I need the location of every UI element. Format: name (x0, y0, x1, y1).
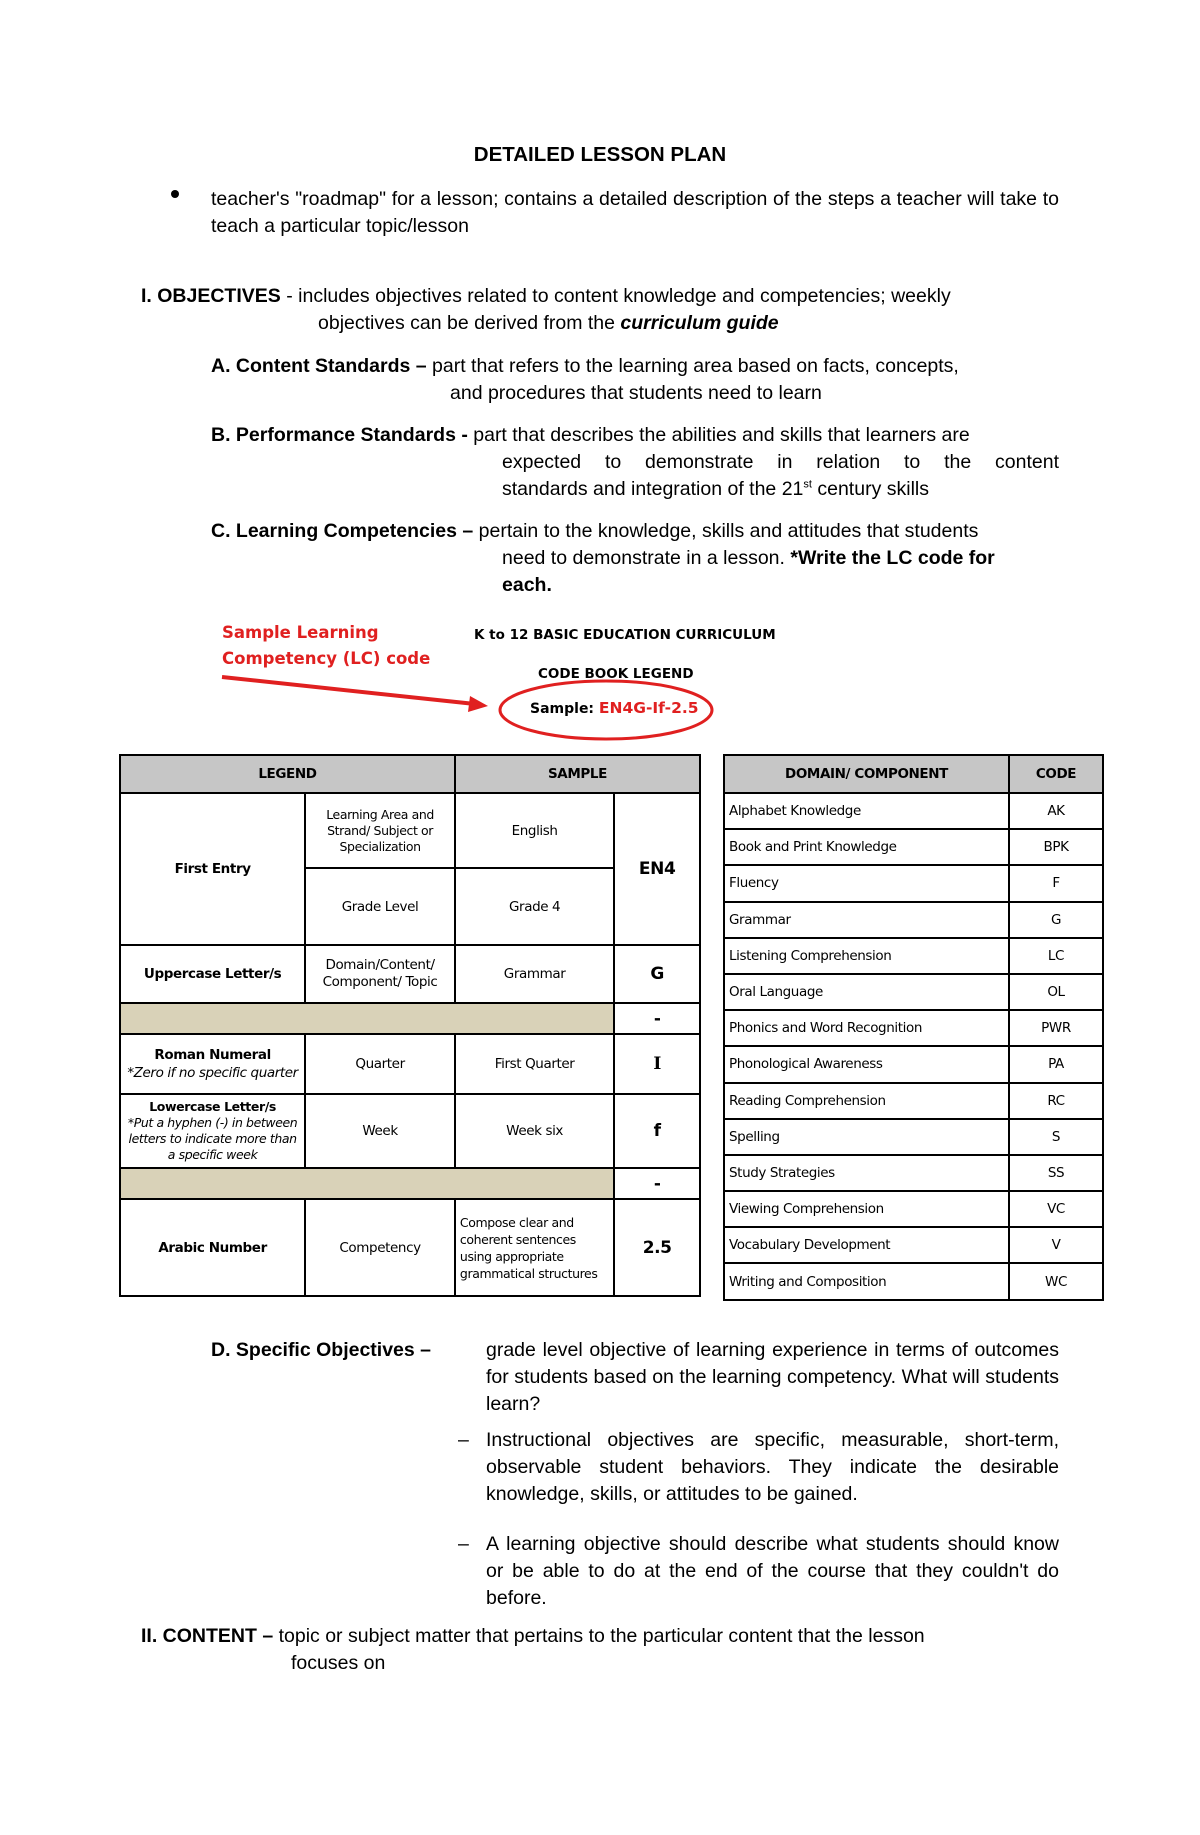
intro-bullet-text: teacher's "roadmap" for a lesson; contains a detailed description of the steps a teacher will take to teach a particular topic/lesson (211, 188, 1059, 237)
sample-code: EN4G-If-2.5 (598, 699, 699, 717)
first-entry-label: First Entry (120, 793, 305, 945)
specific-objectives-text: grade level objective of learning experience in terms of outcomes for students based on the learning competency. What will students learn? (486, 1339, 1059, 1415)
objectives-heading: I. OBJECTIVES (141, 285, 281, 307)
domain-code: PA (1009, 1046, 1103, 1082)
lc-code-instruction-end: each. (502, 574, 552, 596)
week-six-value: Week six (455, 1094, 614, 1168)
superscript-st: st (803, 478, 812, 491)
dash-code-2: - (614, 1168, 700, 1199)
legend-table (119, 754, 701, 1297)
curriculum-title: K to 12 BASIC EDUCATION CURRICULUM (474, 627, 776, 643)
grade-level-label: Grade Level (305, 868, 455, 945)
lowercase-cell (120, 1094, 305, 1168)
domain-code: RC (1009, 1083, 1103, 1119)
domain-name: Reading Comprehension (724, 1083, 1009, 1119)
roman-numeral-note: *Zero if no specific quarter (127, 1065, 298, 1081)
learning-competencies-text-2: need to demonstrate in a lesson. (502, 547, 791, 569)
domain-code: VC (1009, 1191, 1103, 1227)
domain-code: V (1009, 1227, 1103, 1263)
domain-row (724, 793, 1103, 829)
sample-header: SAMPLE (455, 755, 700, 793)
domain-code: PWR (1009, 1010, 1103, 1046)
domain-name: Grammar (724, 902, 1009, 938)
domain-content-label: Domain/Content/ Component/ Topic (305, 945, 455, 1003)
domain-name: Oral Language (724, 974, 1009, 1010)
domain-table (723, 754, 1104, 1301)
domain-row (724, 1010, 1103, 1046)
domain-name: Phonological Awareness (724, 1046, 1009, 1082)
domain-code: LC (1009, 938, 1103, 974)
legend-header: LEGEND (120, 755, 455, 793)
domain-row (724, 1155, 1103, 1191)
arrow-and-ellipse-graphic (0, 0, 1200, 760)
domain-name: Alphabet Knowledge (724, 793, 1009, 829)
specific-objectives-heading: D. Specific Objectives – (211, 1339, 432, 1361)
g-code: G (614, 945, 700, 1003)
i-code: I (614, 1034, 700, 1094)
learning-area-label: Learning Area and Strand/ Subject or Specialization (305, 793, 455, 868)
uppercase-label: Uppercase Letter/s (120, 945, 305, 1003)
domain-name: Vocabulary Development (724, 1227, 1009, 1263)
page-title: DETAILED LESSON PLAN (473, 143, 727, 166)
domain-name: Writing and Composition (724, 1263, 1009, 1299)
domain-header: DOMAIN/ COMPONENT (724, 755, 1009, 793)
domain-name: Phonics and Word Recognition (724, 1010, 1009, 1046)
domain-name: Spelling (724, 1119, 1009, 1155)
sample-lc-label-line-2: Competency (LC) code (222, 649, 431, 668)
performance-standards-text-3b: century skills (811, 478, 929, 500)
domain-code: S (1009, 1119, 1103, 1155)
curriculum-guide-emphasis: curriculum guide (620, 312, 779, 334)
domain-row (724, 1083, 1103, 1119)
lc-code-instruction: *Write the LC code for (790, 547, 995, 569)
domain-name: Study Strategies (724, 1155, 1009, 1191)
performance-standards-text-3a: standards and integration of the 21 (502, 478, 804, 500)
red-arrow-head-icon (468, 696, 488, 712)
compose-value: Compose clear and coherent sentences using appropriate grammatical structures (455, 1199, 614, 1296)
domain-code: BPK (1009, 829, 1103, 865)
performance-standards-heading: B. Performance Standards - (211, 424, 468, 446)
learning-competencies-text-1: pertain to the knowledge, skills and attitudes that students (478, 520, 979, 542)
domain-row (724, 1227, 1103, 1263)
sample-label: Sample: (530, 701, 599, 717)
english-value: English (455, 793, 614, 868)
domain-row (724, 1046, 1103, 1082)
content-text-2: focuses on (291, 1652, 386, 1674)
number-code: 2.5 (614, 1199, 700, 1296)
sample-lc-label-line-1: Sample Learning (222, 623, 379, 642)
performance-standards-text-1: part that describes the abilities and skills that learners are (473, 424, 970, 446)
content-heading: II. CONTENT – (141, 1625, 274, 1647)
objectives-text-2: objectives can be derived from the (318, 312, 621, 334)
content-text: topic or subject matter that pertains to the particular content that the lesson (278, 1625, 925, 1647)
arabic-number-label: Arabic Number (120, 1199, 305, 1296)
domain-row (724, 1263, 1103, 1299)
domain-name: Book and Print Knowledge (724, 829, 1009, 865)
lowercase-note: *Put a hyphen (-) in between letters to indicate more than a specific week (127, 1115, 298, 1162)
f-code: f (614, 1094, 700, 1168)
roman-numeral-cell (120, 1034, 305, 1094)
dash-marker-2: – (458, 1533, 469, 1555)
domain-name: Listening Comprehension (724, 938, 1009, 974)
domain-row (724, 865, 1103, 901)
domain-code: OL (1009, 974, 1103, 1010)
codebook-title: CODE BOOK LEGEND (538, 666, 694, 682)
domain-row (724, 902, 1103, 938)
objectives-dash: - (280, 285, 299, 307)
performance-standards-text-2: expected to demonstrate in relation to the content (502, 451, 1059, 473)
content-standards-text-2: and procedures that students need to learn (450, 382, 822, 404)
grammar-value: Grammar (455, 945, 614, 1003)
domain-code: WC (1009, 1263, 1103, 1299)
separator-row-1 (120, 1003, 614, 1034)
domain-code: AK (1009, 793, 1103, 829)
domain-name: Fluency (724, 865, 1009, 901)
content-standards-heading: A. Content Standards – (211, 355, 427, 377)
domain-row (724, 1119, 1103, 1155)
domain-code: G (1009, 902, 1103, 938)
content-standards-text-1: part that refers to the learning area based on facts, concepts, (432, 355, 959, 377)
domain-row (724, 938, 1103, 974)
dash-marker-1: – (458, 1429, 469, 1451)
content-line-1 (141, 1623, 1059, 1650)
separator-row-2 (120, 1168, 614, 1199)
en4-code: EN4 (614, 793, 700, 945)
lowercase-label: Lowercase Letter/s (149, 1099, 276, 1114)
domain-code: SS (1009, 1155, 1103, 1191)
quarter-label: Quarter (305, 1034, 455, 1094)
domain-code: F (1009, 865, 1103, 901)
domain-row (724, 829, 1103, 865)
roman-numeral-label: Roman Numeral (154, 1047, 271, 1063)
code-header: CODE (1009, 755, 1103, 793)
week-label: Week (305, 1094, 455, 1168)
specific-objectives-line-1 (211, 1337, 431, 1364)
red-arrow-line (222, 677, 475, 704)
domain-row (724, 1191, 1103, 1227)
first-quarter-value: First Quarter (455, 1034, 614, 1094)
domain-row (724, 974, 1103, 1010)
instructional-objectives-text: Instructional objectives are specific, measurable, short-term, observable student behaviors. They indicate the desirable knowledge, skills, or attitudes to be gained. (486, 1429, 1059, 1505)
domain-name: Viewing Comprehension (724, 1191, 1009, 1227)
competency-label: Competency (305, 1199, 455, 1296)
sample-code-line (530, 699, 699, 717)
dash-code-1: - (614, 1003, 700, 1034)
grade-4-value: Grade 4 (455, 868, 614, 945)
objectives-text-1: includes objectives related to content knowledge and competencies; weekly (298, 285, 951, 307)
learning-objective-text: A learning objective should describe what students should know or be able to do at the end of the course that they couldn't do before. (486, 1533, 1059, 1609)
learning-competencies-heading: C. Learning Competencies – (211, 520, 474, 542)
